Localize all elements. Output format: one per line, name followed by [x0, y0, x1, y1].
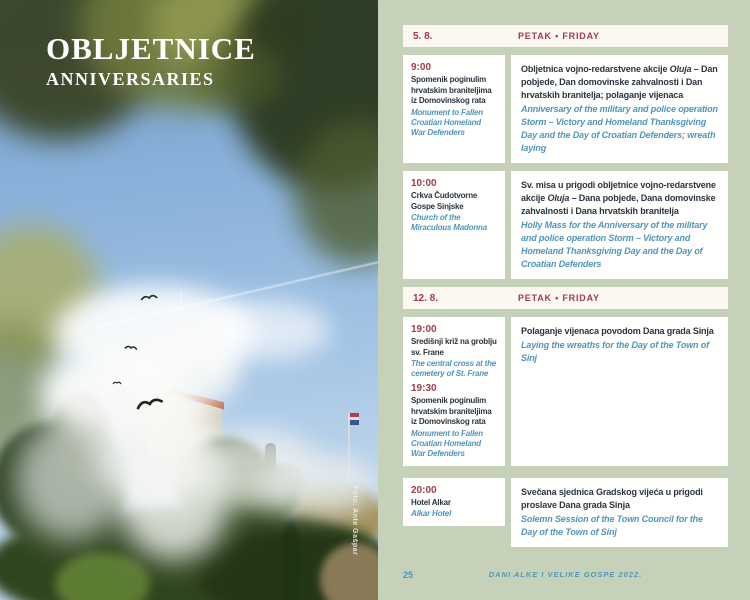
venue-hr: Središnji križ na groblju sv. Frane: [411, 337, 497, 357]
day-header: [403, 287, 728, 309]
venue-hr: Crkva Čudotvorne Gospe Sinjske: [411, 191, 478, 211]
description-en: Laying the wreaths for the Day of the Town of Sinj: [521, 340, 709, 363]
event-venue-card: [403, 55, 505, 163]
event-description-card: [511, 171, 728, 279]
event-time: 19:00: [411, 324, 437, 335]
bird-icon: [112, 372, 122, 390]
event-slot: [411, 383, 497, 459]
event-time: 19:30: [411, 383, 437, 394]
event-description-card: [511, 317, 728, 466]
venue-hr: Spomenik poginulim hrvatskim braniteljima iz Domovinskog rata: [411, 75, 492, 105]
bird-icon: [139, 287, 159, 307]
event-venue-card: [403, 478, 505, 527]
event-time: 9:00: [411, 62, 432, 73]
day-label: PETAK • FRIDAY: [518, 293, 600, 303]
event-row: [403, 55, 728, 163]
event-venue-card: [403, 317, 505, 466]
description-en: Anniversary of the military and police operation Storm – Victory and Homeland Thanksgiving Day and the Day of Croatian Defenders; wreath laying: [521, 104, 718, 153]
smoke: [15, 418, 127, 540]
croatian-flag: [350, 413, 359, 425]
event-description-card: [511, 55, 728, 163]
bird-icon: [123, 337, 139, 356]
event-slot: [411, 62, 497, 138]
venue-hr: Spomenik poginulim hrvatskim braniteljima iz Domovinskog rata: [411, 396, 492, 426]
page-title-hr: OBLJETNICE: [46, 31, 256, 66]
page-title-block: [46, 32, 256, 89]
event-slot: [411, 178, 497, 233]
event-time: 10:00: [411, 178, 437, 189]
day-date: 12. 8.: [413, 292, 439, 304]
day-date: 5. 8.: [413, 30, 433, 42]
event-row: [403, 478, 728, 547]
cypress-tree: [282, 522, 300, 600]
event-description-card: [511, 478, 728, 547]
day-header: [403, 25, 728, 47]
venue-en: Monument to Fallen Croatian Homeland War Defenders: [411, 107, 483, 137]
event-row: [403, 171, 728, 279]
description-en: Solemn Session of the Town Council for the Day of the Town of Sinj: [521, 513, 703, 537]
description-hr: Polaganje vijenaca povodom Dana grada Sinja: [521, 326, 714, 336]
venue-en: The central cross at the cemetery of St. Frane: [411, 359, 497, 378]
event-slot: [411, 324, 497, 379]
photo-credit: Foto: Ante Gašpar: [351, 486, 358, 556]
day-label: PETAK • FRIDAY: [518, 31, 600, 41]
event-time: 20:00: [411, 484, 437, 496]
page-footer: [403, 570, 728, 582]
venue-en: Monument to Fallen Croatian Homeland War Defenders: [411, 428, 483, 458]
event-row: [403, 317, 728, 466]
event-slot: [411, 485, 497, 520]
description-en: Holly Mass for the Anniversary of the military and police operation Storm – Victory and Homeland Thanksgiving Day and the Day of Croatian Defenders: [521, 220, 708, 269]
venue-hr: Hotel Alkar: [411, 497, 451, 507]
footer-title: DANI ALKE I VELIKE GOSPE 2022.: [488, 570, 643, 579]
description-hr: Sv. misa u prigodi obljetnice vojno-redarstvene akcije Oluja – Dana pobjede, Dana domovinske zahvalnosti i Dana hrvatskih branitelja: [521, 180, 716, 216]
venue-en: Alkar Hotel: [411, 509, 452, 518]
venue-en: Church of the Miraculous Madonna: [411, 213, 487, 232]
schedule-page: [378, 0, 750, 600]
description-hr: Obljetnica vojno-redarstvene akcije Oluja – Dan pobjede, Dan domovinske zahvalnosti i Dan hrvatskih branitelja; polaganje vijenaca: [521, 64, 718, 100]
description-hr: Svečana sjednica Gradskog vijeća u prigodi proslave Dana grada Sinja: [521, 486, 703, 510]
page-title-en: ANNIVERSARIES: [46, 69, 215, 89]
event-venue-card: [403, 171, 505, 279]
page-number: 25: [403, 570, 414, 580]
smoke: [300, 463, 378, 508]
